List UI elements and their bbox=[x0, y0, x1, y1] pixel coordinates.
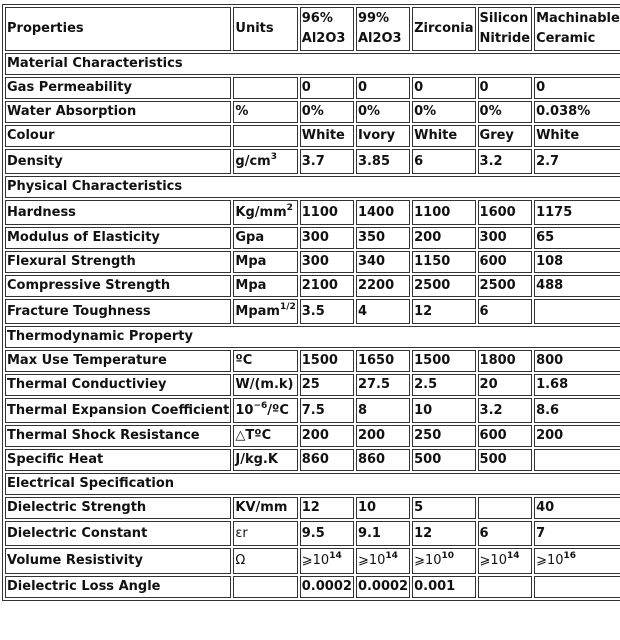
row-value: 200 bbox=[356, 425, 410, 447]
row-value: 2100 bbox=[300, 275, 354, 297]
row-value: 200 bbox=[534, 425, 620, 447]
section-row-electrical bbox=[5, 473, 620, 495]
row-value bbox=[300, 548, 354, 574]
row-value: 3.5 bbox=[300, 299, 354, 324]
row-value: 800 bbox=[534, 350, 620, 372]
row-value: 2200 bbox=[356, 275, 410, 297]
table-row-thermal-conductivity bbox=[5, 374, 620, 396]
row-unit bbox=[233, 425, 297, 447]
unit-text: Mpa bbox=[235, 254, 267, 269]
row-value: 7 bbox=[534, 521, 620, 546]
row-value: 8 bbox=[356, 398, 410, 423]
row-value: Grey bbox=[478, 125, 533, 147]
row-value: 5 bbox=[412, 497, 475, 519]
row-value: 1800 bbox=[478, 350, 533, 372]
row-label: Compressive Strength bbox=[5, 275, 231, 297]
row-label: Modulus of Elasticity bbox=[5, 227, 231, 249]
row-unit bbox=[233, 449, 297, 471]
header-96-al2o3: 96% Al2O3 bbox=[300, 7, 354, 51]
row-value: 6 bbox=[478, 299, 533, 324]
row-label: Fracture Toughness bbox=[5, 299, 231, 324]
table-row-thermal-expansion bbox=[5, 398, 620, 423]
row-value bbox=[478, 576, 533, 598]
row-unit bbox=[233, 77, 297, 99]
row-value: 108 bbox=[534, 251, 620, 273]
row-value: 488 bbox=[534, 275, 620, 297]
unit-text: Kg/mm bbox=[235, 204, 287, 220]
row-value bbox=[356, 548, 410, 574]
unit-superscript: 3 bbox=[270, 151, 277, 162]
row-value: 1150 bbox=[412, 251, 475, 273]
row-label: Density bbox=[5, 149, 231, 174]
row-value: 3.85 bbox=[356, 149, 410, 174]
header-99-al2o3: 99% Al2O3 bbox=[356, 7, 410, 51]
row-value: 340 bbox=[356, 251, 410, 273]
row-value: 27.5 bbox=[356, 374, 410, 396]
row-value: 0.001 bbox=[412, 576, 475, 598]
row-value: 0 bbox=[300, 77, 354, 99]
table-row-specific-heat bbox=[5, 449, 620, 471]
row-label: Gas Permeability bbox=[5, 77, 231, 99]
table-row-fracture bbox=[5, 299, 620, 324]
row-label: Dielectric Strength bbox=[5, 497, 231, 519]
row-value: 300 bbox=[300, 251, 354, 273]
row-unit bbox=[233, 101, 297, 123]
unit-superscript: 2 bbox=[286, 202, 293, 213]
value-prefix: ⩾10 bbox=[479, 553, 507, 568]
row-unit bbox=[233, 227, 297, 249]
row-value: White bbox=[412, 125, 475, 147]
row-value: 1600 bbox=[478, 200, 533, 225]
row-value: 300 bbox=[300, 227, 354, 249]
row-label: Hardness bbox=[5, 200, 231, 225]
row-value: 7.5 bbox=[300, 398, 354, 423]
row-unit bbox=[233, 374, 297, 396]
row-value: 2.7 bbox=[534, 149, 620, 174]
row-unit bbox=[233, 350, 297, 372]
row-value: 1.68 bbox=[534, 374, 620, 396]
unit-text: ºC bbox=[235, 353, 253, 368]
value-prefix: ⩾10 bbox=[301, 553, 330, 568]
table-header-row bbox=[5, 7, 620, 51]
table-row-thermal-shock bbox=[5, 425, 620, 447]
row-value: 0 bbox=[412, 77, 475, 99]
section-row-physical bbox=[5, 176, 620, 198]
row-value: 4 bbox=[356, 299, 410, 324]
row-value: 250 bbox=[412, 425, 475, 447]
unit-text: KV/mm bbox=[235, 500, 288, 515]
row-unit bbox=[233, 576, 297, 598]
header-zirconia: Zirconia bbox=[412, 7, 475, 51]
table-row-dielectric-constant bbox=[5, 521, 620, 546]
section-title: Electrical Specification bbox=[5, 473, 620, 495]
value-prefix: ⩾10 bbox=[357, 553, 386, 568]
section-title: Material Characteristics bbox=[5, 53, 620, 75]
row-value: 0.038% bbox=[534, 101, 620, 123]
row-value bbox=[478, 497, 533, 519]
row-value: 860 bbox=[356, 449, 410, 471]
row-label: Max Use Temperature bbox=[5, 350, 231, 372]
row-unit bbox=[233, 497, 297, 519]
table-row-flexural bbox=[5, 251, 620, 273]
properties-table bbox=[2, 4, 620, 601]
row-value: 350 bbox=[356, 227, 410, 249]
value-prefix: ⩾10 bbox=[536, 553, 564, 568]
section-row-material bbox=[5, 53, 620, 75]
row-value: 1175 bbox=[534, 200, 620, 225]
row-value: 300 bbox=[478, 227, 533, 249]
row-unit bbox=[233, 125, 297, 147]
section-row-thermo bbox=[5, 326, 620, 348]
row-value: 0 bbox=[356, 77, 410, 99]
row-label: Volume Resistivity bbox=[5, 548, 231, 574]
row-value: 200 bbox=[300, 425, 354, 447]
row-value bbox=[534, 576, 620, 598]
row-value: 500 bbox=[412, 449, 475, 471]
row-label: Water Absorption bbox=[5, 101, 231, 123]
row-value: 8.6 bbox=[534, 398, 620, 423]
row-value: 12 bbox=[412, 299, 475, 324]
row-value: 10 bbox=[356, 497, 410, 519]
row-value: 600 bbox=[478, 425, 533, 447]
unit-text: /ºC bbox=[267, 402, 289, 418]
row-unit bbox=[233, 275, 297, 297]
row-value: 65 bbox=[534, 227, 620, 249]
row-value bbox=[534, 548, 620, 574]
row-label: Colour bbox=[5, 125, 231, 147]
row-value: 12 bbox=[300, 497, 354, 519]
unit-text: εr bbox=[235, 525, 248, 541]
table-row-density bbox=[5, 149, 620, 174]
row-label: Dielectric Constant bbox=[5, 521, 231, 546]
row-unit bbox=[233, 521, 297, 546]
value-exponent: 10 bbox=[441, 551, 455, 561]
value-exponent: 14 bbox=[385, 551, 398, 561]
table-row-hardness bbox=[5, 200, 620, 225]
row-value: 600 bbox=[478, 251, 533, 273]
row-value: 9.1 bbox=[356, 521, 410, 546]
row-value: 1100 bbox=[300, 200, 354, 225]
header-properties: Properties bbox=[5, 7, 231, 51]
row-value: 3.7 bbox=[300, 149, 354, 174]
row-value: 0.0002 bbox=[300, 576, 354, 598]
row-value: 1650 bbox=[356, 350, 410, 372]
unit-text: % bbox=[235, 104, 249, 119]
table-row-modulus bbox=[5, 227, 620, 249]
section-title: Physical Characteristics bbox=[5, 176, 620, 198]
row-value bbox=[412, 548, 475, 574]
row-value: 0 bbox=[534, 77, 620, 99]
table-row-colour bbox=[5, 125, 620, 147]
row-label: Dielectric Loss Angle bbox=[5, 576, 231, 598]
row-value: 3.2 bbox=[478, 149, 533, 174]
row-value: 10 bbox=[412, 398, 475, 423]
row-value: 9.5 bbox=[300, 521, 354, 546]
row-value: Ivory bbox=[356, 125, 410, 147]
row-label: Thermal Conductiviey bbox=[5, 374, 231, 396]
row-value: 0% bbox=[478, 101, 533, 123]
row-value: 0% bbox=[356, 101, 410, 123]
row-value: 200 bbox=[412, 227, 475, 249]
unit-text: Gpa bbox=[235, 230, 265, 245]
row-value bbox=[534, 299, 620, 324]
row-value: 12 bbox=[412, 521, 475, 546]
row-value bbox=[534, 449, 620, 471]
table-row-dielectric-strength bbox=[5, 497, 620, 519]
row-value: 0.0002 bbox=[356, 576, 410, 598]
unit-text: Mpa bbox=[235, 278, 267, 293]
row-value: 20 bbox=[478, 374, 533, 396]
row-value bbox=[478, 548, 533, 574]
unit-text: Ω bbox=[235, 553, 246, 568]
row-value: 6 bbox=[478, 521, 533, 546]
header-machinable-ceramic: Machinable Ceramic bbox=[534, 7, 620, 51]
row-value: 3.2 bbox=[478, 398, 533, 423]
row-value: 2.5 bbox=[412, 374, 475, 396]
row-value: 0% bbox=[412, 101, 475, 123]
row-value: 2500 bbox=[412, 275, 475, 297]
value-exponent: 14 bbox=[329, 551, 342, 561]
row-unit bbox=[233, 299, 297, 324]
value-exponent: 14 bbox=[506, 551, 520, 561]
unit-superscript: −6 bbox=[253, 400, 268, 411]
row-value: 1100 bbox=[412, 200, 475, 225]
row-value: 1500 bbox=[300, 350, 354, 372]
table-row-water-absorption bbox=[5, 101, 620, 123]
table-row-compressive bbox=[5, 275, 620, 297]
header-units: Units bbox=[233, 7, 297, 51]
section-title: Thermodynamic Property bbox=[5, 326, 620, 348]
table-row-max-use-temp bbox=[5, 350, 620, 372]
unit-text: J/kg.K bbox=[235, 452, 278, 467]
row-value: 40 bbox=[534, 497, 620, 519]
row-unit bbox=[233, 200, 297, 225]
unit-text: g/cm bbox=[235, 153, 271, 169]
unit-text: △TºC bbox=[235, 428, 272, 443]
row-unit bbox=[233, 398, 297, 423]
row-unit bbox=[233, 251, 297, 273]
unit-prefix: 10 bbox=[235, 402, 254, 418]
unit-superscript: 1/2 bbox=[279, 301, 296, 312]
row-label: Thermal Shock Resistance bbox=[5, 425, 231, 447]
row-label: Thermal Expansion Coefficient bbox=[5, 398, 231, 423]
row-value: 0 bbox=[478, 77, 533, 99]
row-value: 1400 bbox=[356, 200, 410, 225]
row-value: 1500 bbox=[412, 350, 475, 372]
unit-text: W/(m.k) bbox=[235, 377, 294, 392]
row-unit bbox=[233, 548, 297, 574]
unit-text: Mpam bbox=[235, 303, 280, 319]
row-label: Flexural Strength bbox=[5, 251, 231, 273]
row-value: 6 bbox=[412, 149, 475, 174]
table-row-dielectric-loss bbox=[5, 576, 620, 598]
row-value: White bbox=[300, 125, 354, 147]
row-label: Specific Heat bbox=[5, 449, 231, 471]
table-row-gas-permeability bbox=[5, 77, 620, 99]
value-exponent: 16 bbox=[563, 551, 577, 561]
row-value: 0% bbox=[300, 101, 354, 123]
row-unit bbox=[233, 149, 297, 174]
row-value: White bbox=[534, 125, 620, 147]
row-value: 500 bbox=[478, 449, 533, 471]
header-silicon-nitride: Silicon Nitride bbox=[478, 7, 533, 51]
table-row-volume-resistivity bbox=[5, 548, 620, 574]
row-value: 860 bbox=[300, 449, 354, 471]
value-prefix: ⩾10 bbox=[414, 553, 442, 568]
row-value: 25 bbox=[300, 374, 354, 396]
row-value: 2500 bbox=[478, 275, 533, 297]
